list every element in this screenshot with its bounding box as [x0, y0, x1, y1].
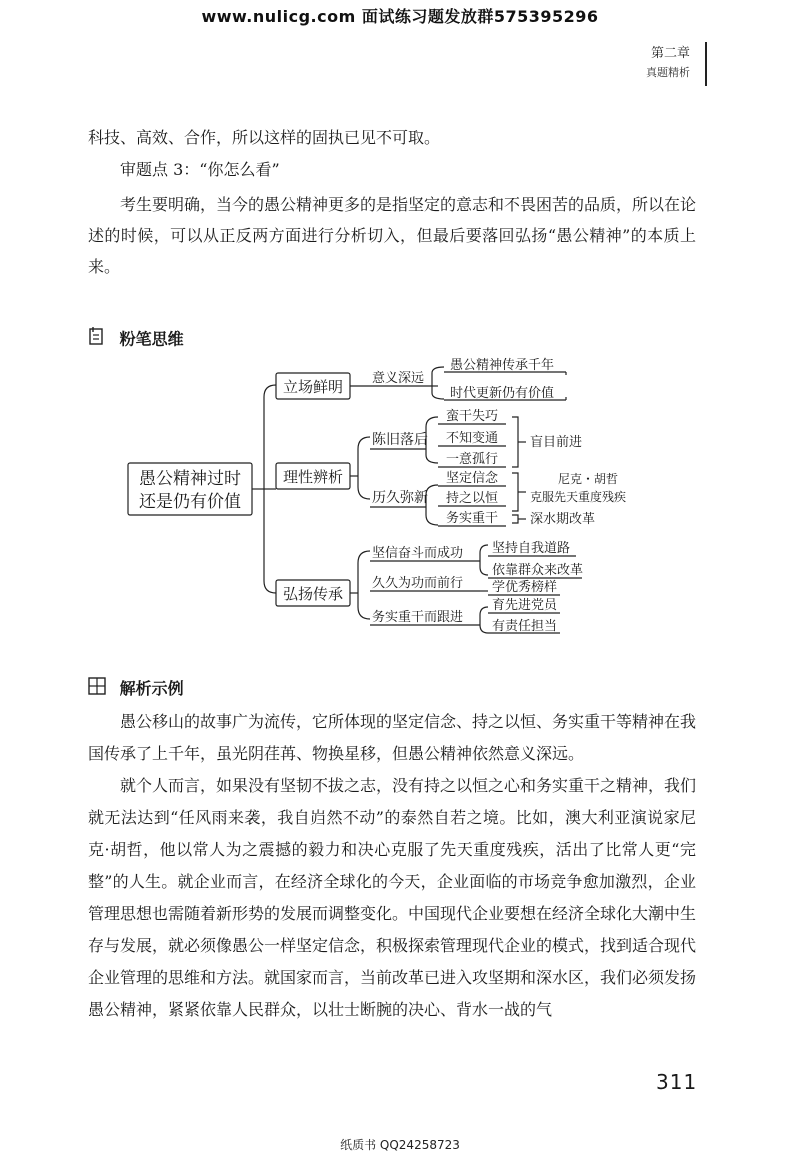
chapter-divider: [705, 42, 707, 86]
page-number: 311: [656, 1070, 698, 1094]
mindmap-leaf: 坚持自我道路: [492, 541, 571, 556]
mindmap-leaf: 坚定信念: [446, 471, 499, 486]
chapter-header: [646, 44, 690, 82]
mindmap-leaf: 依靠群众来改革: [492, 563, 584, 578]
mindmap-target: 盲目前进: [530, 435, 583, 450]
chalk-thinking-icon: [88, 326, 106, 350]
mindmap-target: 克服先天重度残疾: [530, 490, 627, 504]
watermark-banner: www.nulicg.com 面试练习题发放群575395296: [201, 7, 599, 26]
footer-note: 纸质书 QQ24258723: [340, 1138, 460, 1152]
mindmap-leaf: 蛮干失巧: [446, 409, 499, 424]
mindmap-root-line2: 还是仍有价值: [139, 492, 241, 512]
example-paragraph-1: 愚公移山的故事广为流传，它所体现的坚定信念、持之以恒、务实重干等精神在我国传承了上千年，虽光阴荏苒、物换星移，但愚公精神依然意义深远。: [88, 712, 697, 763]
mindmap-target: 尼克・胡哲: [558, 472, 619, 486]
mindmap-leaf: 持之以恒: [446, 491, 499, 506]
section-chalk-thinking-title: 粉笔思维: [119, 329, 184, 349]
mindmap-leaf: 时代更新仍有价值: [450, 386, 555, 401]
mindmap-leaf: 学优秀榜样: [492, 580, 558, 595]
mindmap-branch-analysis: 理性辨析: [282, 468, 344, 486]
section-analysis-example: [88, 676, 184, 700]
point3-body: 考生要明确，当今的愚公精神更多的是指坚定的意志和不畏困苦的品质，所以在论述的时候，可以从正反两方面进行分析切入，但最后要落回弘扬“愚公精神”的本质上来。: [88, 195, 697, 276]
mindmap-node: 陈旧落后: [372, 432, 428, 448]
mindmap-root-line1: 愚公精神过时: [139, 469, 241, 489]
example-paragraph-2: 就个人而言，如果没有坚韧不拔之志，没有持之以恒之心和务实重干之精神，我们就无法达到“任风雨来袭，我自岿然不动”的泰然自若之境。比如，澳大利亚演说家尼克·胡哲，他以常人为之震撼的毅力和决心克服了先天重度残疾，活出了比常人更“完整”的人生。就企业而言，在经济全球化的今天，企业面临的市场竞争愈加激烈，企业管理思想也需随着新形势的发展而调整变化。中国现代企业要想在经济全球化大潮中生存与发展，就必须像愚公一样坚定信念，积极探索管理现代企业的模式，找到适合现代企业管理的思维和方法。就国家而言，当前改革已进入攻坚期和深水区，我们必须发扬愚公精神，紧紧依靠人民群众，以壮士断腕的决心、背水一战的气: [88, 776, 697, 1019]
point3-title: 审题点 3：“你怎么看”: [120, 160, 280, 179]
mindmap-node: 意义深远: [372, 371, 425, 386]
mindmap-node: 坚信奋斗而成功: [372, 546, 464, 561]
analysis-example-icon: [88, 677, 106, 699]
mindmap-target: 深水期改革: [530, 512, 596, 527]
mindmap-leaf: 务实重干: [446, 511, 499, 526]
mindmap-leaf: 有责任担当: [492, 619, 558, 634]
mindmap-branch-inherit: 弘扬传承: [282, 585, 344, 603]
mindmap-node: 历久弥新: [372, 490, 428, 506]
mindmap-node: 务实重干而跟进: [372, 610, 464, 625]
chapter-title: 第二章: [650, 46, 690, 61]
mindmap-leaf: 愚公精神传承千年: [450, 358, 555, 373]
mindmap-branch-stance: 立场鲜明: [282, 378, 344, 396]
chapter-subtitle: 真题精析: [646, 66, 690, 79]
mindmap-leaf: 育先进党员: [492, 598, 558, 613]
mindmap-node: 久久为功而前行: [372, 576, 464, 591]
mind-map: [120, 345, 627, 635]
section-analysis-example-title: 解析示例: [119, 679, 184, 698]
mindmap-leaf: 不知变通: [446, 431, 499, 446]
mindmap-leaf: 一意孤行: [446, 452, 499, 467]
intro-line: 科技、高效、合作，所以这样的固执已见不可取。: [88, 128, 441, 147]
